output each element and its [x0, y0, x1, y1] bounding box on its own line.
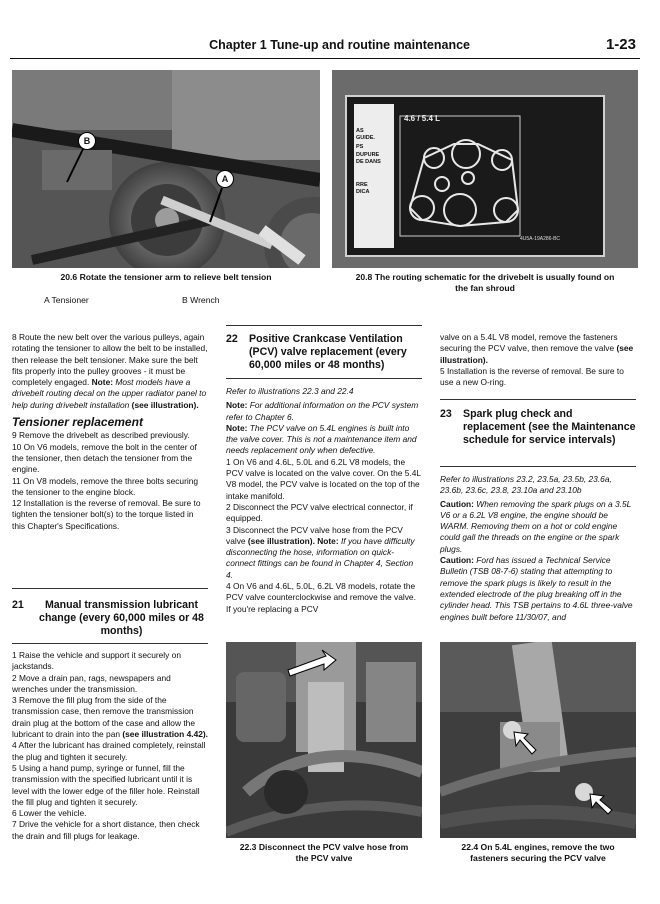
para-8-note-label: Note: — [91, 377, 114, 388]
section-23-body — [440, 474, 636, 623]
caption-22-4-line1: 22.4 On 5.4L engines, remove the two — [461, 842, 615, 852]
s22-step-4-cont — [440, 332, 636, 366]
chapter-title: Chapter 1 Tune-up and routine maintenance — [209, 38, 470, 52]
sec22-note-2-text: The PCV valve on 5.4L engines is built into the valve cover. This is not a maintenance item and needs replacement only when defective. — [226, 422, 417, 456]
column-1 — [12, 332, 208, 532]
s22-step-5: 5 Installation is the reverse of removal. Be sure to use a new O-ring. — [440, 365, 624, 388]
subhead-tensioner: Tensioner replacement — [12, 415, 143, 430]
header-rule — [10, 58, 640, 59]
sec23-caution-2-label: Caution: — [440, 555, 474, 566]
section-23-heading — [440, 408, 636, 460]
section-21-title: Manual transmission lubricant change (every 60,000 miles or 48 months) — [39, 599, 204, 637]
s21-step-3-ref: (see illustration 4.42). — [122, 729, 208, 740]
section-23-title-a: Spark plug check and replacement (see the — [463, 408, 573, 433]
s22-step-4-cont-text: valve on a 5.4L V8 model, remove the fasteners securing the PCV valve, then remove the valve — [440, 332, 618, 354]
page-number: 1-23 — [605, 36, 636, 53]
sec22-note-1-text: For additional information on the PCV system refer to Chapter 6. — [226, 400, 419, 422]
caption-20-8-line2: the fan shroud — [455, 283, 515, 293]
s21-step-6: 6 Lower the vehicle. — [12, 808, 87, 819]
sec22-note-1-label: Note: — [226, 400, 248, 411]
rule-sec21-bottom — [12, 643, 208, 644]
sec23-refer: Refer to illustrations 23.2, 23.5a, 23.5b, 23.6a, 23.6b, 23.6c, 23.8, 23.10a and 23.10b — [440, 474, 612, 496]
sec22-note-2-label: Note: — [226, 422, 248, 433]
rule-sec23-bottom — [440, 466, 636, 467]
s22-step-1: 1 On V6 and 4.6L, 5.0L and 6.2L V8 models, the PCV valve is located on the valve cover. On the 5.4L V8 model, the PCV valve is located on the top of the intake manifold. — [226, 456, 421, 501]
photo-20-6 — [12, 70, 320, 268]
caption-20-6: 20.6 Rotate the tensioner arm to relieve belt tension — [60, 272, 272, 282]
s22-step-2: 2 Disconnect the PCV valve electrical connector, if equipped. — [226, 501, 413, 524]
decal-title: 4.6 / 5.4 L — [404, 114, 441, 123]
section-22-body — [226, 386, 422, 615]
s21-step-7: 7 Drive the vehicle for a short distance, then check the drain and fill plugs for leakage. — [12, 819, 200, 841]
sec23-caution-2 — [440, 555, 636, 623]
decal-code: 4U5A-19A286-BC — [520, 236, 561, 242]
sec23-caution-1-text: When removing the spark plugs on a 3.5L V6 or a 6.2L V8 engine, the engine should be WARM. Removing them on a hot or cold engine could gall the threads on the engine or the spark plugs. — [440, 498, 632, 554]
s21-step-2: 2 Move a drain pan, rags, newspapers and wrenches under the transmission. — [12, 672, 171, 694]
s21-step-3 — [12, 695, 208, 740]
section-21-heading — [12, 599, 208, 639]
s22-step-3-ref: (see illustration). — [247, 535, 315, 546]
section-22-title: Positive Crankcase Ventilation (PCV) valve replacement (every 60,000 miles or 48 months) — [249, 333, 407, 371]
section-23-title-wrap — [463, 408, 636, 447]
callout-b: B — [78, 132, 96, 150]
legend-a: A Tensioner — [44, 295, 89, 305]
para-8-text: 8 Route the new belt over the various pulleys, again rotating the tensioner to allow the belt to be installed, then release the belt tensioner. Make sure the belt fits properly into the pulley grooves - it must be completely engaged. — [12, 332, 208, 388]
section-23-title-b: Maintenance schedule for service intervals) — [463, 421, 636, 446]
sec23-caution-1-label: Caution: — [440, 498, 474, 509]
s22-step-4: 4 On V6 and 4.6L, 5.0L, 6.2L V8 models, rotate the PCV valve counterclockwise and remove the valve. If you're replacing a PCV — [226, 581, 416, 614]
decal-text-1: AS — [356, 128, 364, 134]
para-11: 11 On V8 models, remove the three bolts securing the tensioner to the engine block. — [12, 475, 199, 497]
para-9: 9 Remove the drivebelt as described previously. — [12, 430, 190, 441]
para-8-ref: (see illustration). — [131, 399, 199, 410]
s22-step-3-text: 3 Disconnect the PCV valve hose from the PCV valve — [226, 524, 403, 546]
rule-sec21-top — [12, 588, 208, 589]
decal-text-3: PS — [356, 144, 364, 150]
section-21-number: 21 — [12, 599, 24, 611]
s22-step-4-cont-ref: (see illustration). — [440, 343, 634, 365]
rule-sec22-top — [226, 325, 422, 326]
s22-step-3 — [226, 525, 422, 581]
para-8-note-text: Most models have a drivebelt routing decal on the upper radiator panel to help during drivebelt installation — [12, 377, 207, 410]
s21-step-5: 5 Using a hand pump, syringe or funnel, fill the transmission with the specified lubricant until it is level with the lower edge of the filler hole. Reinstall the fill plug and tighten it securely. — [12, 762, 200, 807]
para-12: 12 Installation is the reverse of removal. Be sure to tighten the tensioner bolt(s) to the torque listed in this Chapter's Specifications. — [12, 498, 201, 531]
caption-22-3-line1: 22.3 Disconnect the PCV valve hose from — [239, 842, 409, 852]
decal-text-7: DICA — [356, 189, 370, 195]
caption-22-3-line2: the PCV valve — [295, 853, 353, 863]
section-22-number: 22 — [226, 333, 238, 345]
legend-b: B Wrench — [182, 295, 220, 305]
s21-step-4: 4 After the lubricant has drained completely, reinstall the plug and tighten it securely. — [12, 740, 206, 762]
s21-step-1: 1 Raise the vehicle and support it securely on jackstands. — [12, 650, 181, 672]
sec23-caution-1 — [440, 499, 636, 555]
sec23-caution-2-text: Ford has issued a Technical Service Bulletin (TSB 08-7-6) stating that attempting to remove the spark plugs is likely to result in the extended electrode of the plug breaking off in the cylinder head. This TSB pertains to 4.6L three-valve engines built before 11/30/07, and — [440, 555, 633, 622]
sec22-note-1 — [226, 400, 422, 423]
section-21-body — [12, 650, 208, 842]
photo-20-8 — [332, 70, 638, 268]
rule-sec23-top — [440, 399, 636, 400]
decal-text-2: GUIDE. — [356, 135, 375, 141]
decal-text-5: DE DANS — [356, 159, 381, 165]
photo-22-3 — [226, 642, 422, 838]
caption-22-4-line2: fasteners securing the PCV valve — [470, 853, 606, 863]
sec22-note-2 — [226, 423, 422, 457]
para-10: 10 On V6 models, remove the bolt in the center of the tensioner, then detach the tensioner from the engine. — [12, 441, 197, 475]
section-23-number: 23 — [440, 408, 452, 420]
s21-step-3-text: 3 Remove the fill plug from the side of the transmission case, then remove the transmission drain plug at the bottom of the case and allow the lubricant to drain into the pan — [12, 695, 195, 740]
s22-step-3-note-text: If you have difficulty disconnecting the hose, information on quick-connect fittings can be found in Chapter 4, Section 4. — [226, 535, 415, 580]
rule-sec22-bottom — [226, 378, 422, 379]
photo-22-4 — [440, 642, 636, 838]
section-22-heading — [226, 333, 422, 373]
callout-a: A — [216, 170, 234, 188]
decal-text-4: DUPURE — [356, 152, 380, 158]
column-3-top — [440, 332, 636, 388]
caption-20-8-line1: 20.8 The routing schematic for the drivebelt is usually found on — [355, 272, 615, 282]
sec22-refer: Refer to illustrations 22.3 and 22.4 — [226, 386, 354, 396]
decal-text-6: RRE — [356, 182, 368, 188]
s22-step-3-note-label: Note: — [317, 535, 339, 546]
para-8 — [12, 332, 208, 411]
